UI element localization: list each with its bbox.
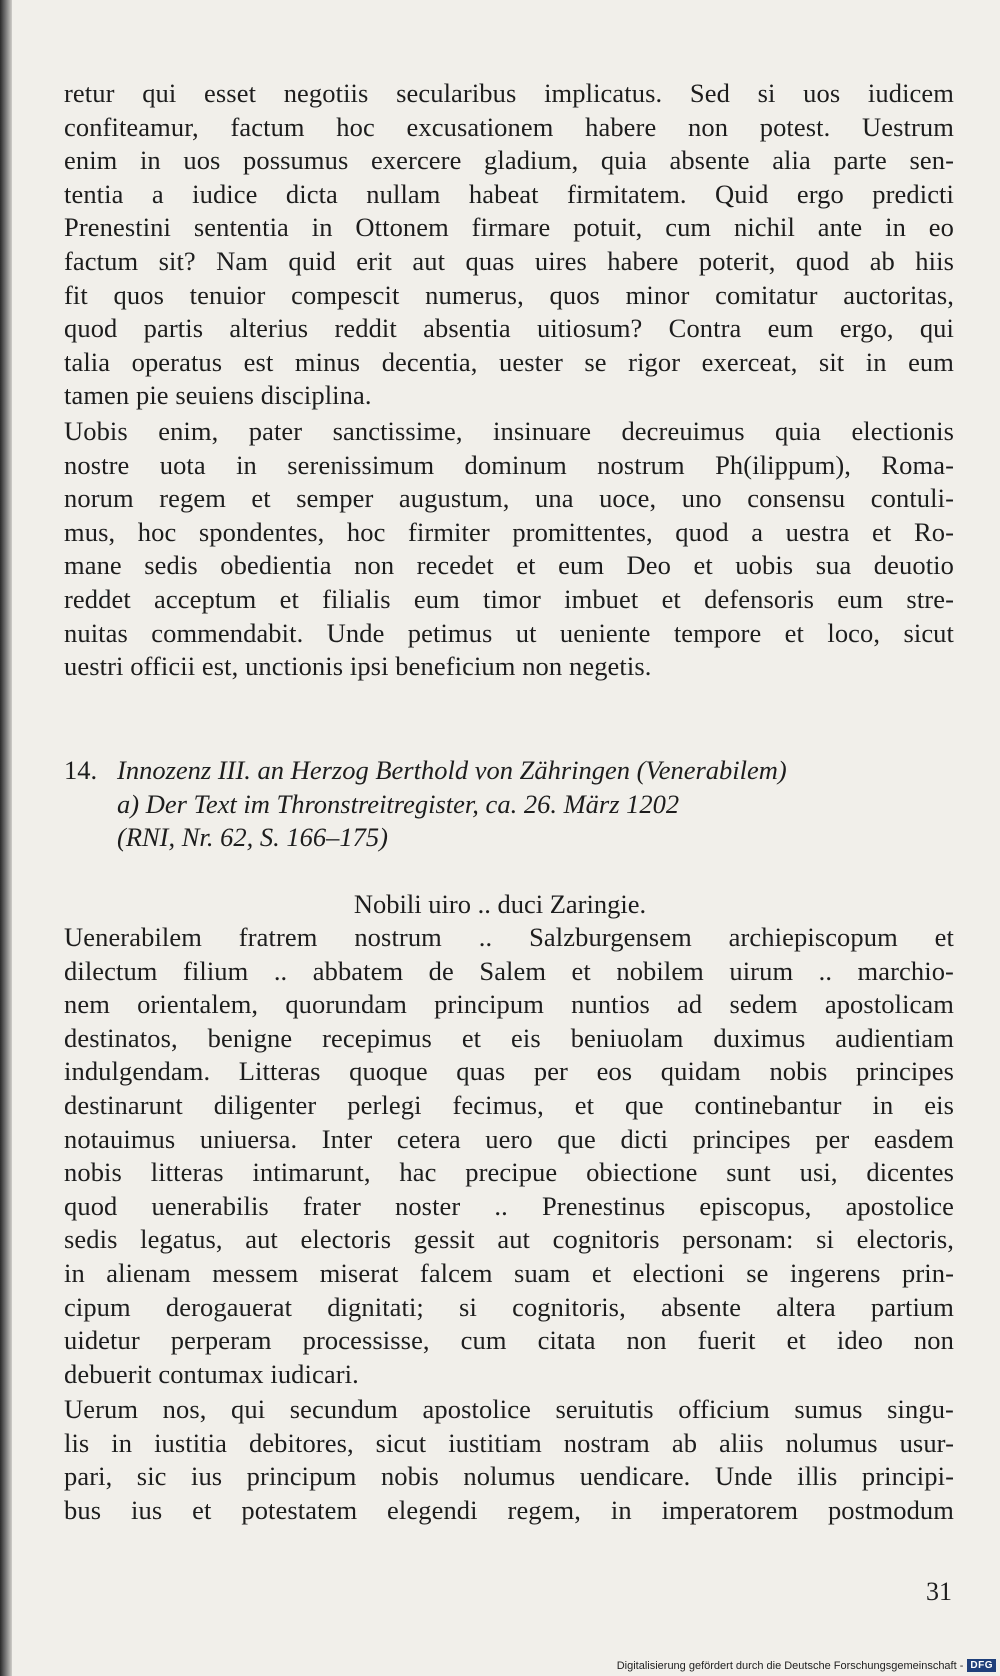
text-line: indulgendam. Litteras quoque quas per eos quidam nobis principes: [64, 1056, 954, 1087]
text-line: quod partis alterius reddit absentia uitiosum? Contra eum ergo, qui: [64, 313, 954, 344]
text-line: mane sedis obedientia non recedet et eum Deo et uobis sua deuotio: [64, 550, 954, 581]
text-line: Prenestini sententia in Ottonem firmare potuit, cum nichil ante in eo: [64, 212, 954, 243]
digitization-footer: [617, 1659, 996, 1672]
text-line: lis in iustitia debitores, sicut iustitiam nostram ab aliis nolumus usur-: [64, 1427, 954, 1458]
text-line: norum regem et semper augustum, una uoce, uno consensu contuli-: [64, 483, 954, 514]
text-line: destinarunt diligenter perlegi fecimus, et que continebantur in eis: [64, 1089, 954, 1120]
heading-subtitle: a) Der Text im Thronstreitregister, ca. 26. März 1202: [117, 788, 680, 819]
text-line: Uerum nos, qui secundum apostolice seruitutis officium sumus singu-: [64, 1394, 954, 1424]
text-line: tentia a iudice dicta nullam habeat firmitatem. Quid ergo predicti: [64, 178, 954, 209]
text-line: destinatos, benigne recepimus et eis beniuolam duximus audientiam: [64, 1022, 954, 1053]
heading-title: Innozenz III. an Herzog Berthold von Zähringen (Venerabilem): [117, 755, 787, 785]
text-line: sedis legatus, aut electoris gessit aut cognitoris personam: si electoris,: [64, 1224, 954, 1255]
footer-credit: Digitalisierung gefördert durch die Deutsche Forschungsgemeinschaft -: [616, 1659, 964, 1672]
text-line: confiteamur, factum hoc excusationem habere non potest. Uestrum: [64, 111, 954, 142]
text-line: Uenerabilem fratrem nostrum .. Salzburgensem archiepiscopum et: [64, 922, 954, 952]
text-line: quod uenerabilis frater noster .. Prenestinus episcopus, apostolice: [64, 1190, 954, 1221]
text-line: bus ius et potestatem elegendi regem, in imperatorem postmodum: [64, 1494, 954, 1525]
text-line: tamen pie seuiens disciplina.: [64, 380, 372, 411]
text-line: enim in uos possumus exercere gladium, quia absente alia parte sen-: [64, 145, 954, 176]
text-line: factum sit? Nam quid erit aut quas uires habere poterit, quod ab hiis: [64, 245, 954, 276]
document-heading: [64, 754, 954, 855]
text-line: debuerit contumax iudicari.: [64, 1358, 359, 1389]
page-number: 31: [926, 1577, 952, 1606]
text-line: nobis litteras intimarunt, hac precipue obiectione sunt usi, dicentes: [64, 1157, 954, 1188]
salutation: Nobili uiro .. duci Zaringie.: [353, 889, 647, 919]
dfg-logo: DFG: [967, 1659, 996, 1672]
heading-source: (RNI, Nr. 62, S. 166–175): [117, 822, 388, 853]
text-line: dilectum filium .. abbatem de Salem et nobilem uirum .. marchio-: [64, 955, 954, 986]
text-line: notauimus uniuersa. Inter cetera uero que dicti principes per easdem: [64, 1123, 954, 1154]
text-line: pari, sic ius principum nobis nolumus uendicare. Unde illis principi-: [64, 1461, 954, 1492]
text-line: retur qui esset negotiis secularibus implicatus. Sed si uos iudicem: [64, 78, 954, 108]
text-line: Uobis enim, pater sanctissime, insinuare decreuimus quia electionis: [64, 416, 954, 446]
text-line: cipum derogauerat dignitati; si cognitoris, absente altera partium: [64, 1291, 954, 1322]
text-line: fit quos tenuior compescit numerus, quos minor comitatur auctoritas,: [64, 279, 954, 310]
text-line: uestri officii est, unctionis ipsi beneficium non negetis.: [64, 651, 652, 682]
text-line: talia operatus est minus decentia, uester se rigor exerceat, sit in eum: [64, 346, 954, 377]
text-line: reddet acceptum et filialis eum timor imbuet et defensoris eum stre-: [64, 583, 954, 614]
text-line: nuitas commendabit. Unde petimus ut ueniente tempore et loco, sicut: [64, 617, 954, 648]
paragraph-2: [64, 415, 954, 684]
text-line: nostre uota in serenissimum dominum nostrum Ph(ilippum), Roma-: [64, 449, 954, 480]
text-line: in alienam messem miserat falcem suam et electioni se ingerens prin-: [64, 1257, 954, 1288]
paragraph-3: [64, 921, 954, 1391]
text-line: mus, hoc spondentes, hoc firmiter promittentes, quod a uestra et Ro-: [64, 516, 954, 547]
document-number: 14.: [64, 755, 98, 785]
paragraph-1: [64, 77, 954, 413]
text-line: nem orientalem, quorundam principum nuntios ad sedem apostolicam: [64, 989, 954, 1020]
text-line: uidetur perperam processisse, cum citata non fuerit et ideo non: [64, 1325, 954, 1356]
paragraph-4: [64, 1393, 954, 1527]
